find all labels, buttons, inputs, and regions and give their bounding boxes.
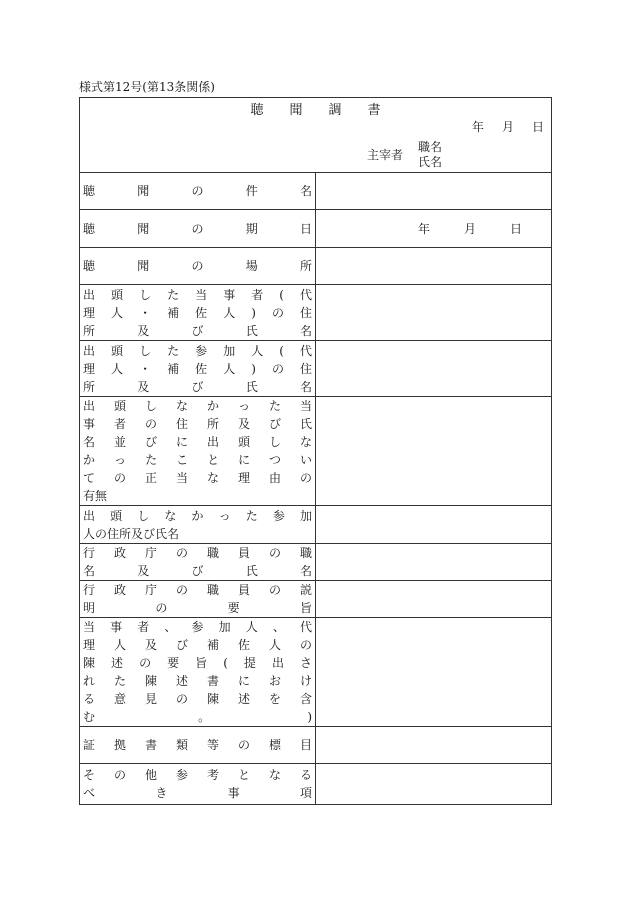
form-number: 様式第12号(第13条関係) [79, 80, 215, 94]
hearing-date-month: 月 [464, 221, 477, 236]
hearing-record-table [79, 97, 552, 805]
row-label-line: ての正当な理由の [83, 471, 312, 485]
row-label-line: る意見の陳述を含 [83, 692, 312, 706]
row-label [80, 285, 316, 341]
attending-participant-field[interactable] [316, 341, 552, 397]
row-label-line: 名並びに出頭しな [83, 435, 312, 449]
row-hearing-place [80, 248, 552, 285]
row-label [80, 618, 316, 727]
row-label-line: 人の住所及び氏名 [83, 526, 180, 541]
row-label-line: 聴聞の場所 [83, 259, 312, 273]
record-date [472, 118, 544, 136]
row-label-line: 行政庁の職員の説 [83, 583, 312, 597]
row-staff-explanation [80, 581, 552, 618]
row-label-line: 理人及び補佐人の [83, 638, 312, 652]
absent-participant-field[interactable] [316, 506, 552, 544]
row-label [80, 173, 316, 210]
document-title: 聴聞調書 [250, 103, 407, 118]
statements-field[interactable] [316, 618, 552, 727]
row-label [80, 727, 316, 764]
record-date-day: 日 [531, 120, 544, 134]
agency-staff-field[interactable] [316, 544, 552, 581]
row-label-line: 出頭しなかった参加 [83, 508, 312, 523]
row-label [80, 544, 316, 581]
header-row [80, 98, 552, 173]
row-label [80, 581, 316, 618]
hearing-date-year: 年 [418, 221, 431, 236]
row-attending-participant [80, 341, 552, 397]
position-label: 職名 [418, 140, 443, 154]
header-cell [80, 98, 552, 173]
row-label-line: む。) [83, 710, 312, 724]
hearing-place-field[interactable] [316, 248, 552, 285]
row-attending-party [80, 285, 552, 341]
row-hearing-date [80, 210, 552, 248]
hearing-date-field[interactable] [316, 210, 552, 248]
record-date-year: 年 [471, 120, 484, 134]
staff-explanation-field[interactable] [316, 581, 552, 618]
row-label-line: 名及び氏名 [83, 564, 312, 578]
row-label-line: 聴聞の件名 [83, 184, 312, 198]
row-label-line: 所及び氏名 [83, 323, 312, 338]
row-label-line: 証拠書類等の標目 [83, 738, 312, 752]
row-label-line: 理人・補佐人)の住 [83, 305, 312, 320]
row-label-line: 出頭した当事者(代 [83, 287, 312, 302]
row-other-notes [80, 764, 552, 805]
row-label-line: 出頭しなかった当 [83, 399, 312, 413]
row-label-line: 出頭した参加人(代 [83, 343, 312, 358]
row-label-line: かったことについ [83, 453, 312, 467]
row-label-line: 陳述の要旨(提出さ [83, 656, 312, 670]
row-label [80, 210, 316, 248]
row-evidence [80, 727, 552, 764]
attending-party-field[interactable] [316, 285, 552, 341]
row-label [80, 397, 316, 506]
absent-party-field[interactable] [316, 397, 552, 506]
row-label-line: 事者の住所及び氏 [83, 417, 312, 431]
row-absent-participant [80, 506, 552, 544]
name-label: 氏名 [418, 155, 443, 169]
hearing-date-day: 日 [510, 221, 523, 236]
row-label-line: 当事者、参加人、代 [83, 620, 312, 634]
row-label-line: 聴聞の期日 [83, 221, 312, 236]
row-statements [80, 618, 552, 727]
case-name-field[interactable] [316, 173, 552, 210]
row-case-name [80, 173, 552, 210]
row-label [80, 248, 316, 285]
row-label-line: べき事項 [83, 786, 312, 800]
presider-label: 主宰者 [367, 148, 404, 162]
row-label-line: 有無 [83, 489, 108, 503]
row-label-line: 理人・補佐人)の住 [83, 361, 312, 376]
evidence-field[interactable] [316, 727, 552, 764]
other-notes-field[interactable] [316, 764, 552, 805]
record-date-month: 月 [501, 120, 514, 134]
row-label-line: れた陳述書におけ [83, 674, 312, 688]
row-label-line: 所及び氏名 [83, 379, 312, 394]
row-label [80, 506, 316, 544]
row-label-line: その他参考となる [83, 768, 312, 782]
row-agency-staff [80, 544, 552, 581]
row-label-line: 行政庁の職員の職 [83, 546, 312, 560]
row-label [80, 764, 316, 805]
row-label [80, 341, 316, 397]
row-label-line: 明の要旨 [83, 601, 312, 615]
row-absent-party [80, 397, 552, 506]
